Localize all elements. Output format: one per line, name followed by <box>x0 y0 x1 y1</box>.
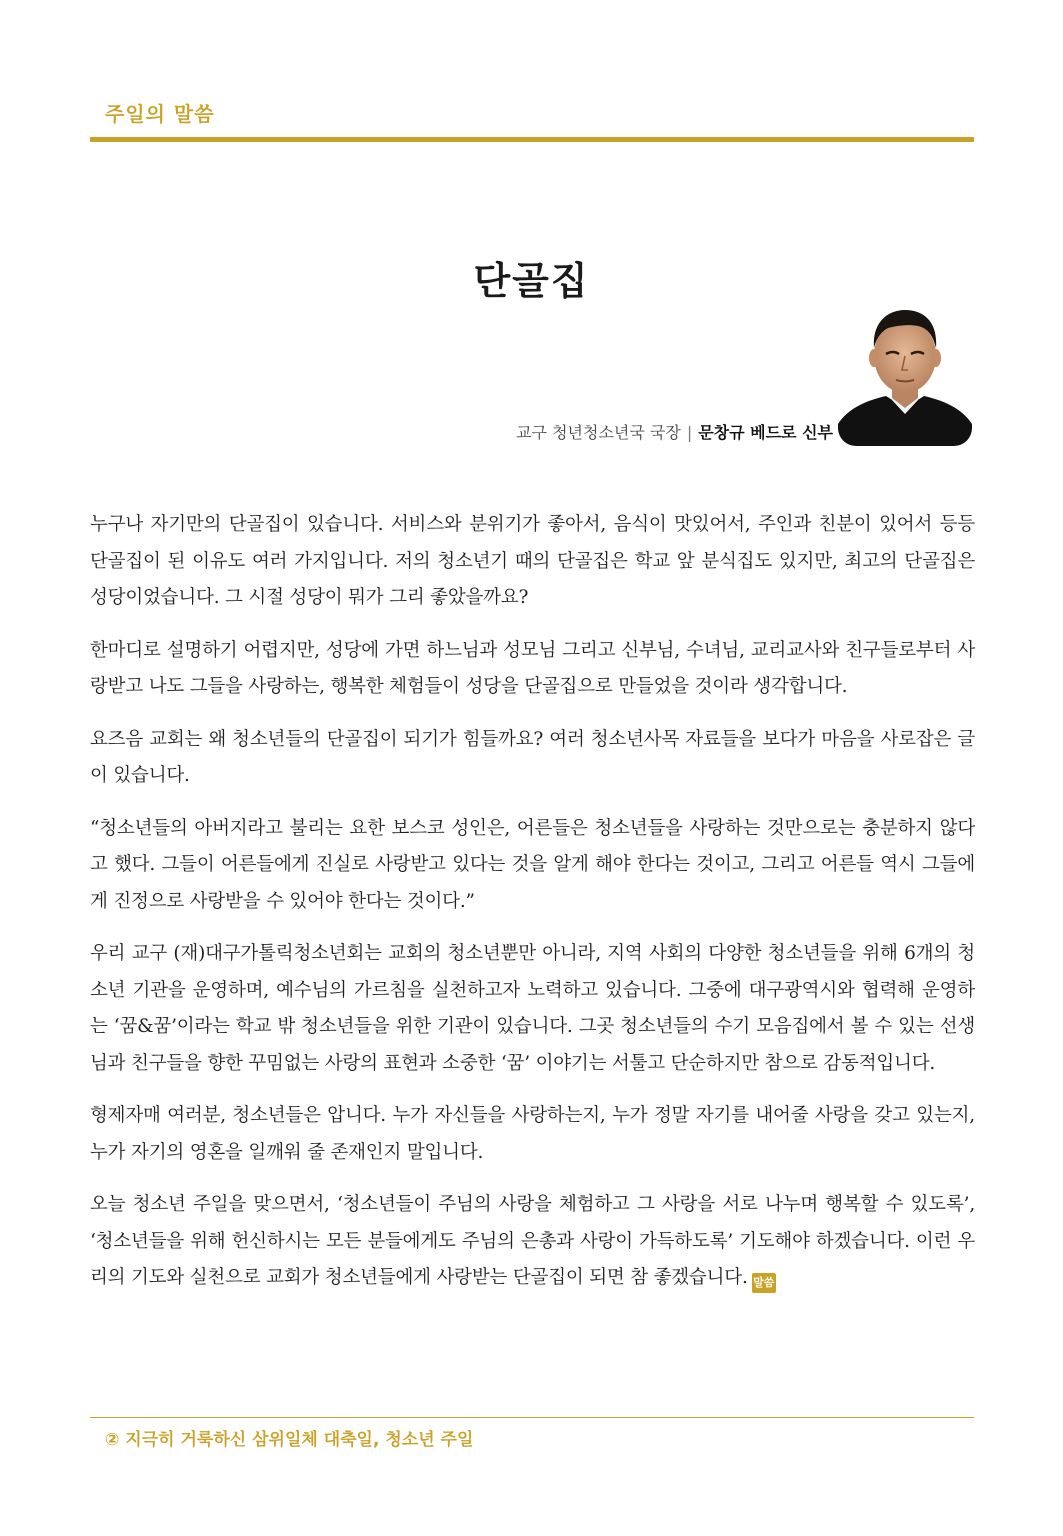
author-line <box>516 420 833 443</box>
author-separator: | <box>686 423 693 442</box>
author-role: 교구 청년청소년국 국장 <box>516 423 681 442</box>
end-mark-icon: 말씀 <box>752 1273 776 1293</box>
paragraph-last <box>90 1187 975 1297</box>
paragraph: 한마디로 설명하기 어렵지만, 성당에 가면 하느님과 성모님 그리고 신부님, 수녀님, 교리교사와 친구들로부터 사랑받고 나도 그들을 사랑하는, 행복한 체험들이 성당을 단골집으로 만들었을 것이라 생각합니다. <box>90 639 975 697</box>
section-label: 주일의 말씀 <box>105 102 215 126</box>
paragraph: 우리 교구 (재)대구가톨릭청소년회는 교회의 청소년뿐만 아니라, 지역 사회의 다양한 청소년들을 위해 6개의 청소년 기관을 운영하며, 예수님의 가르침을 실천하고자 노력하고 있습니다. 그중에 대구광역시와 협력해 운영하는 ‘꿈&꿈’이라는 학교 밖 청소년들을 위한 기관이 있습니다. 그곳 청소년들의 수기 모음집에서 볼 수 있는 선생님과 친구들을 향한 꾸밈없는 사랑의 표현과 소중한 ‘꿈’ 이야기는 서툴고 단순하지만 참으로 감동적입니다. <box>90 943 975 1074</box>
author-name: 문창규 베드로 신부 <box>698 423 833 442</box>
paragraph: 요즈음 교회는 왜 청소년들의 단골집이 되기가 힘들까요? 여러 청소년사목 자료들을 보다가 마음을 사로잡은 글이 있습니다. <box>90 728 975 786</box>
article-title: 단골집 <box>473 258 590 303</box>
top-rule <box>90 137 974 142</box>
paragraph: 누구나 자기만의 단골집이 있습니다. 서비스와 분위기가 좋아서, 음식이 맛있어서, 주인과 친분이 있어서 등등 단골집이 된 이유도 여러 가지입니다. 저의 청소년기 때의 단골집은 학교 앞 분식집도 있지만, 최고의 단골집은 성당이었습니다. 그 시절 성당이 뭐가 그리 좋았을까요? <box>90 514 975 608</box>
author-photo <box>838 296 972 446</box>
author-portrait-image <box>838 296 972 446</box>
bottom-rule <box>90 1417 974 1418</box>
page-footer: ② 지극히 거룩하신 삼위일체 대축일, 청소년 주일 <box>105 1430 474 1450</box>
article-body <box>90 507 975 1313</box>
paragraph: 형제자매 여러분, 청소년들은 압니다. 누가 자신들을 사랑하는지, 누가 정말 자기를 내어줄 사랑을 갖고 있는지, 누가 자기의 영혼을 일깨워 줄 존재인지 말입니다. <box>90 1105 975 1163</box>
paragraph-text: 오늘 청소년 주일을 맞으면서, ‘청소년들이 주님의 사랑을 체험하고 그 사랑을 서로 나누며 행복할 수 있도록’, ‘청소년들을 위해 헌신하시는 모든 분들에게도 주님의 은총과 사랑이 가득하도록’ 기도해야 하겠습니다. 이런 우리의 기도와 실천으로 교회가 청소년들에게 사랑받는 단골집이 되면 참 좋겠습니다. <box>90 1194 975 1288</box>
paragraph: “청소년들의 아버지라고 불리는 요한 보스코 성인은, 어른들은 청소년들을 사랑하는 것만으로는 충분하지 않다고 했다. 그들이 어른들에게 진실로 사랑받고 있다는 것을 알게 해야 한다는 것이고, 그리고 어른들 역시 그들에게 진정으로 사랑받을 수 있어야 한다는 것이다.” <box>90 817 975 912</box>
